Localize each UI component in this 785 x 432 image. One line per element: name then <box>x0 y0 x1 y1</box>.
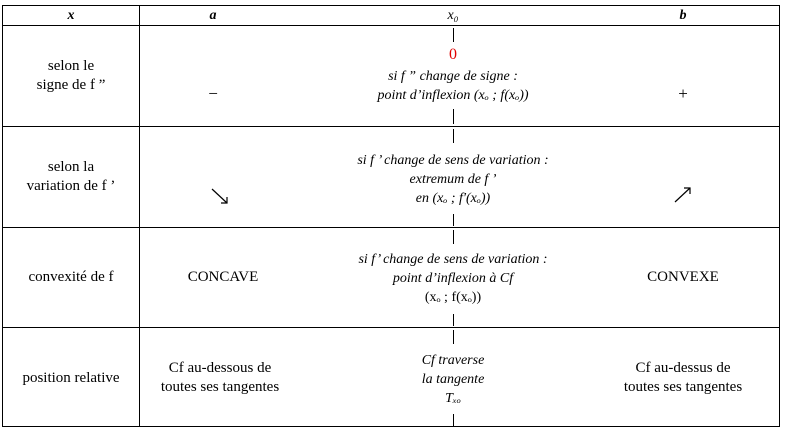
concave-label: CONCAVE <box>187 269 259 285</box>
note-line: (xₒ ; f(xₒ)) <box>424 289 482 305</box>
x0-tick <box>453 28 454 42</box>
row-label-relative-position <box>3 328 139 428</box>
convex-label: CONVEXE <box>647 269 719 285</box>
row-label-line: selon la <box>47 159 95 175</box>
sign-plus: + <box>678 83 688 103</box>
header-x: x <box>67 8 75 23</box>
row-label-line: signe de f ” <box>36 77 106 93</box>
note-line: en (xₒ ; f′(xₒ)) <box>415 190 491 206</box>
row-label-line: selon le <box>47 58 95 74</box>
row-label-line: position relative <box>22 369 120 386</box>
row-label-line: convexité de f <box>28 269 114 285</box>
cell-line: toutes ses tangentes <box>623 379 743 395</box>
x0-tick <box>453 414 454 426</box>
row-label-first-derivative <box>3 127 139 227</box>
header-a: a <box>209 8 217 23</box>
note-line: point d’inflexion (xₒ ; f(xₒ)) <box>377 88 529 103</box>
header-b: b <box>679 8 687 23</box>
x0-tick <box>453 214 454 226</box>
arrow-down-right-icon <box>208 186 232 208</box>
extremum-note <box>283 146 623 212</box>
x0-tick <box>453 109 454 124</box>
note-line: si f’ change de sens de variation : <box>358 251 548 267</box>
cell-line: toutes ses tangentes <box>160 379 280 395</box>
tangent-crossing-note <box>373 346 533 412</box>
inflection-note <box>303 64 603 108</box>
note-line: si f ’ change de sens de variation : <box>357 152 549 168</box>
row-label-second-derivative <box>3 26 139 126</box>
x0-tick <box>453 129 454 143</box>
below-tangents-text <box>140 346 300 410</box>
x0-tick <box>453 314 454 326</box>
sign-minus: − <box>208 83 218 103</box>
inflection-cf-note <box>283 246 623 310</box>
row-label-line: variation de f ’ <box>26 178 116 194</box>
cell-line: Cf au-dessus de <box>635 360 731 376</box>
x0-tick <box>453 230 454 244</box>
note-line: si f ” change de signe : <box>388 69 518 84</box>
arrow-up-right-icon <box>671 184 695 206</box>
cell-line: Cf au-dessous de <box>168 360 272 376</box>
above-tangents-text <box>603 346 763 410</box>
note-line: la tangente <box>421 371 485 387</box>
note-line: Tₓₒ <box>445 390 461 406</box>
header-x0: x₀ <box>447 8 459 23</box>
x0-tick <box>453 330 454 344</box>
note-line: extremum de f ’ <box>409 171 497 187</box>
note-line: point d’inflexion à Cf <box>392 270 514 286</box>
variation-table <box>2 5 780 427</box>
row-label-convexity <box>3 228 139 327</box>
note-line: Cf traverse <box>421 352 485 368</box>
zero-label: 0 <box>449 45 457 63</box>
